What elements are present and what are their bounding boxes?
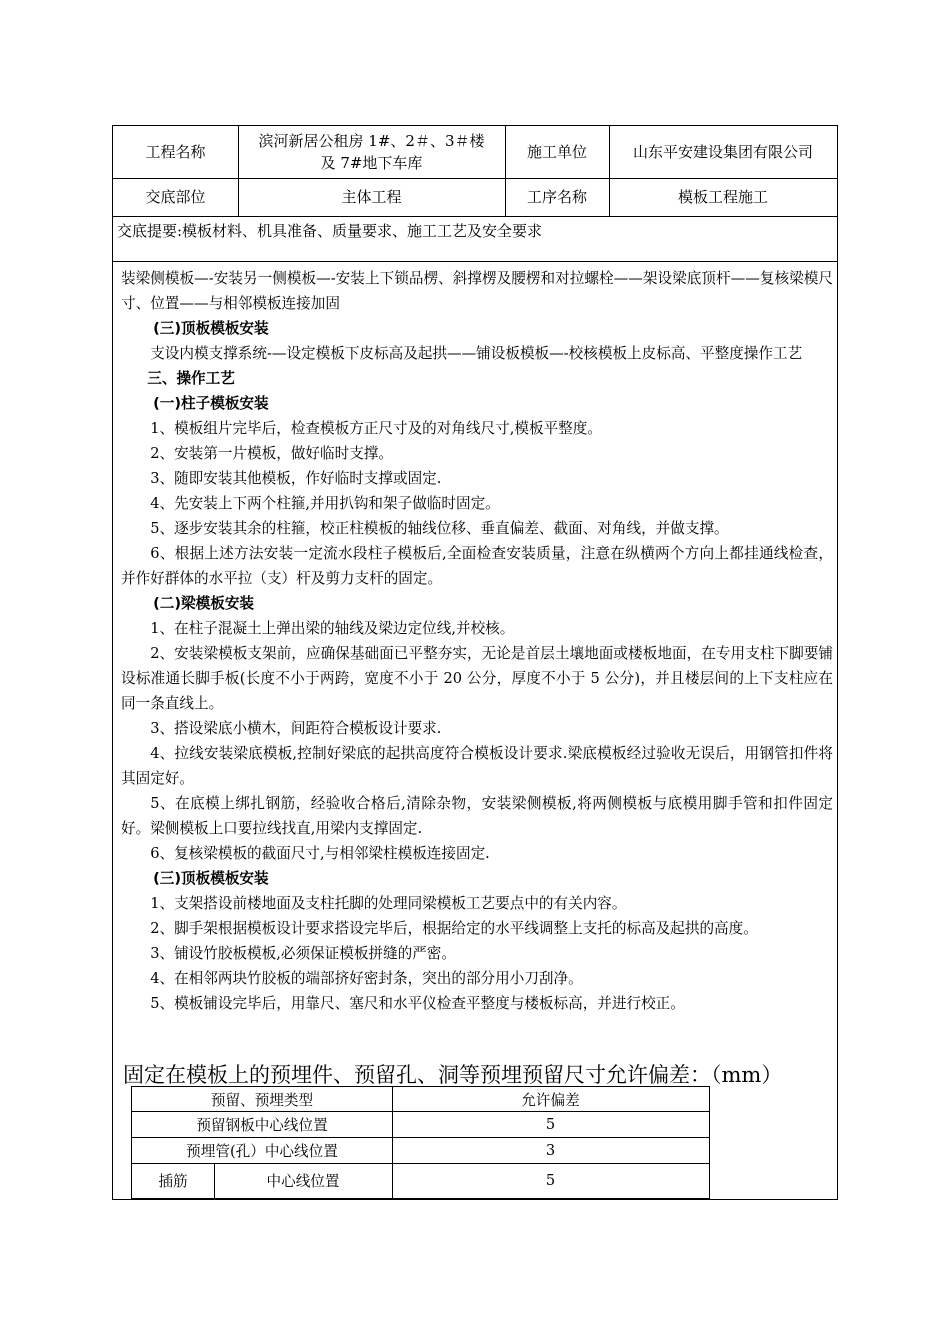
section-heading: (一)柱子模板安装 [153, 395, 269, 412]
paragraph: 6、复核梁模板的截面尺寸,与相邻梁柱模板连接固定. [150, 845, 490, 862]
construction-unit-value: 山东平安建设集团有限公司 [632, 143, 813, 161]
section-heading: (三)顶板模板安装 [153, 870, 269, 887]
paragraph: 3、随即安装其他模板，作好临时支撑或固定. [150, 470, 442, 487]
paragraph: 5、逐步安装其余的柱箍，校正柱模板的轴线位移、垂直偏差、截面、对角线，并做支撑。 [150, 520, 729, 537]
table-cell-value: 5 [545, 1115, 556, 1133]
disclosure-body [121, 266, 833, 1016]
table-cell-label: 预留钢板中心线位置 [196, 1116, 328, 1134]
paragraph: 1、支架搭设前楼地面及支柱托脚的处理同梁模板工艺要点中的有关内容。 [150, 895, 627, 912]
project-name-value [238, 126, 505, 178]
table-cell-value: 5 [545, 1172, 556, 1189]
table-cell-label: 预埋管(孔）中心线位置 [186, 1142, 338, 1160]
paragraph: 2、脚手架根据模板设计要求搭设完毕后，根据给定的水平线调整上支托的标高及起拱的高度。 [150, 920, 758, 937]
table-cell-label: 中心线位置 [266, 1173, 340, 1190]
process-value: 模板工程施工 [677, 188, 768, 206]
row-divider [113, 216, 837, 217]
paragraph: 4、在相邻两块竹胶板的端部挤好密封条，突出的部分用小刀刮净。 [150, 970, 583, 987]
section-heading: (二)梁模板安装 [153, 595, 255, 612]
paragraph: 3、铺设竹胶板模板,必须保证模板拼缝的严密。 [150, 945, 456, 962]
table-header-value: 允许偏差 [521, 1091, 580, 1109]
paragraph: 装梁侧模板—-安装另一侧模板—-安装上下锁品楞、斜撑楞及腰楞和对拉螺栓——架设梁底顶杆——复核梁模尺寸、位置——与相邻模板连接加固 [121, 270, 833, 312]
process-label: 工序名称 [526, 188, 587, 206]
paragraph: 4、先安装上下两个柱箍,并用扒钩和架子做临时固定。 [150, 495, 500, 512]
tolerance-table [131, 1086, 710, 1199]
table-header-type: 预留、预埋类型 [210, 1091, 314, 1109]
section-heading: (三)顶板模板安装 [153, 320, 269, 337]
paragraph: 5、模板铺设完毕后，用靠尺、塞尺和水平仪检查平整度与楼板标高，并进行校正。 [150, 995, 685, 1012]
row-divider [113, 261, 837, 262]
construction-unit-label: 施工单位 [526, 143, 587, 161]
paragraph: 3、搭设梁底小横木，间距符合模板设计要求. [150, 720, 442, 737]
tolerance-title: 固定在模板上的预埋件、预留孔、洞等预埋预留尺寸允许偏差：（mm） [123, 1063, 783, 1087]
paragraph: 5、在底模上绑扎钢筋，经验收合格后,清除杂物，安装梁侧模板,将两侧模板与底模用脚手管和扣件固定好。梁侧模板上口要拉线找直,用梁内支撑固定. [121, 795, 833, 837]
section-heading: 三、操作工艺 [147, 370, 235, 387]
table-cell-rebar: 插筋 [158, 1173, 188, 1190]
disclosure-form [112, 125, 838, 1200]
paragraph: 2、安装梁模板支架前，应确保基础面已平整夯实，无论是首层土壤地面或楼板地面，在专用支柱下脚要铺设标准通长脚手板(长度不小于两跨，宽度不小于 20 公分，厚度不小于 5 公分)，并且楼层间的上下支柱应在同一条直线上。 [121, 645, 833, 712]
paragraph: 4、拉线安装梁底模板,控制好梁底的起拱高度符合模板设计要求.梁底模板经过验收无误后，用钢管扣件将其固定好。 [121, 745, 833, 787]
paragraph: 1、在柱子混凝土上弹出梁的轴线及梁边定位线,并校核。 [150, 620, 515, 637]
project-name-label: 工程名称 [145, 143, 206, 161]
paragraph: 1、模板组片完毕后，检查模板方正尺寸及的对角线尺寸,模板平整度。 [150, 420, 602, 437]
part-label: 交底部位 [145, 188, 206, 206]
paragraph: 6、根据上述方法安装一定流水段柱子模板后,全面检查安装质量，注意在纵横两个方向上都挂通线检查，并作好群体的水平拉（支）杆及剪力支杆的固定。 [121, 545, 833, 587]
disclosure-summary: 交底提要:模板材料、机具准备、质量要求、施工工艺及安全要求 [117, 222, 543, 240]
project-name-line2: 及 7#地下车库 [320, 154, 423, 172]
part-value: 主体工程 [341, 188, 402, 206]
table-cell-value: 3 [545, 1141, 556, 1159]
paragraph: 2、安装第一片模板，做好临时支撑。 [150, 445, 393, 462]
project-name-line1: 滨河新居公租房 1#、2＃、3＃楼 [258, 132, 485, 150]
paragraph: 支设内模支撑系统-—设定模板下皮标高及起拱——铺设板模板—-校核模板上皮标高、平整度操作工艺 [150, 345, 803, 362]
